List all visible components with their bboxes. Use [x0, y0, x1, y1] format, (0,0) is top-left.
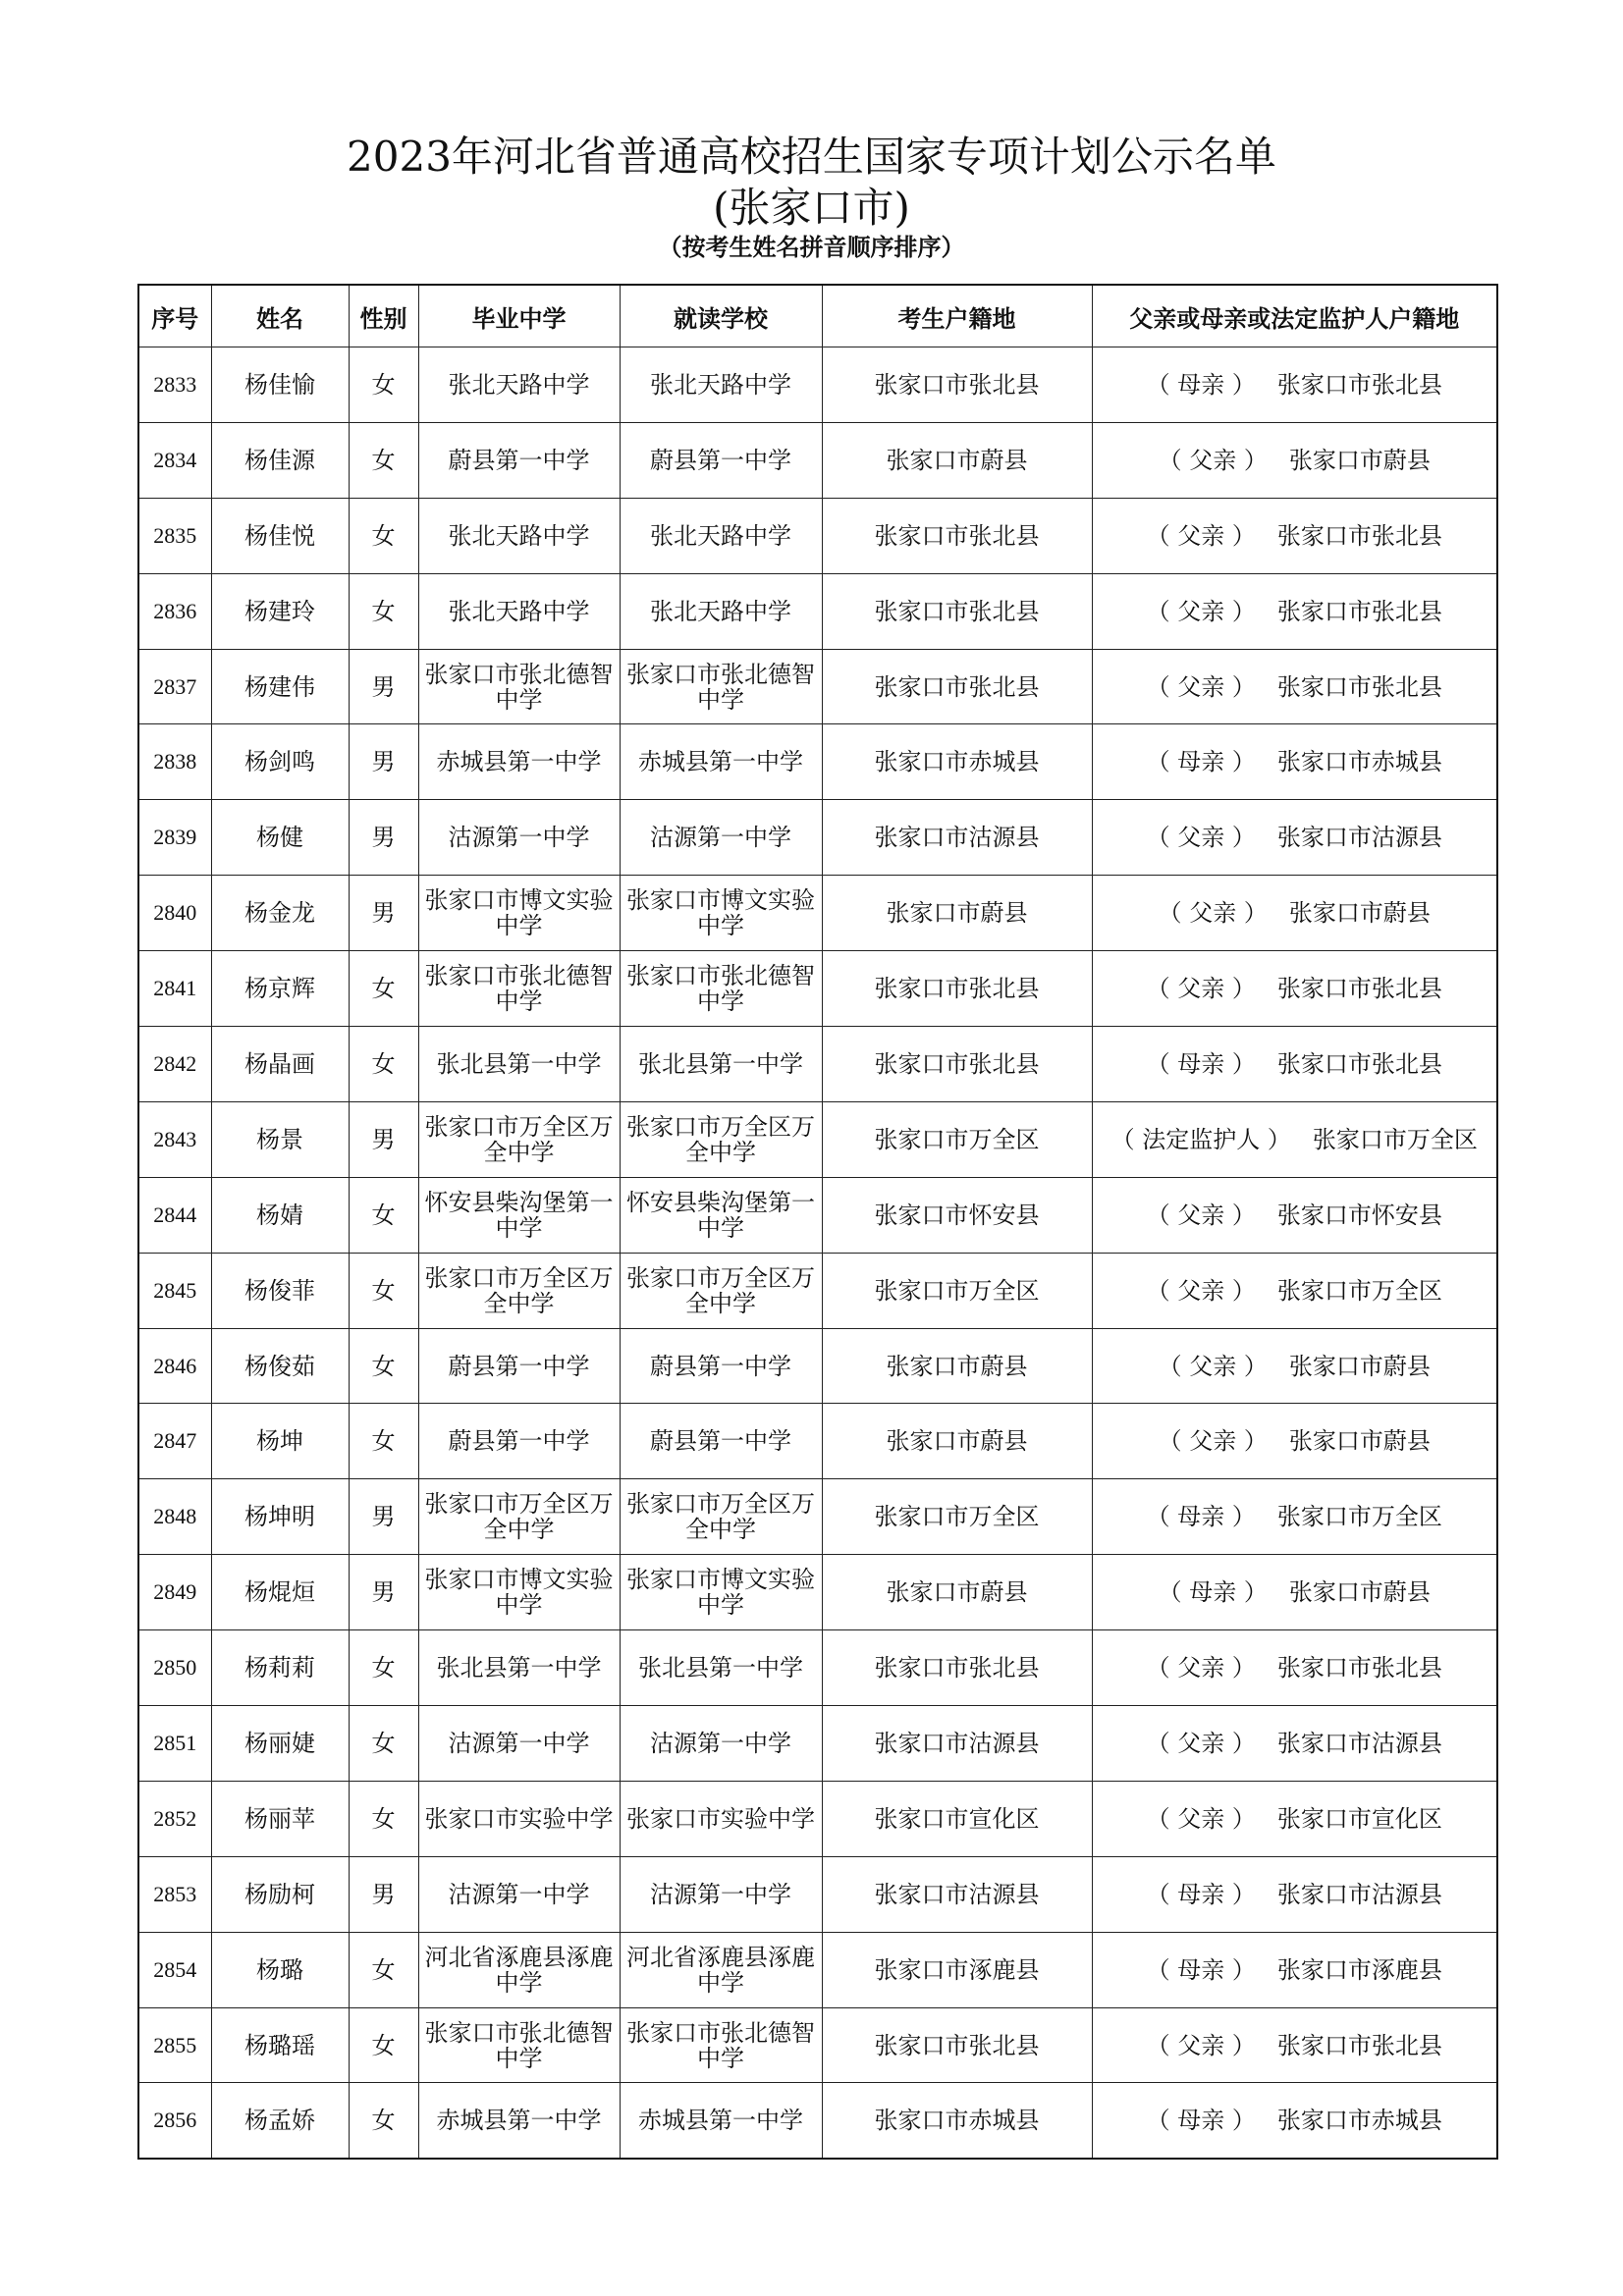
guardian-relation: （ 母亲 ） — [1158, 1578, 1268, 1607]
cell-study-school: 怀安县柴沟堡第一中学 — [620, 1177, 822, 1253]
cell-name: 杨建玲 — [211, 573, 349, 649]
guardian-relation: （ 父亲 ） — [1146, 2031, 1256, 2059]
cell-gender: 女 — [349, 498, 418, 573]
cell-gender: 女 — [349, 1328, 418, 1404]
cell-hukou: 张家口市宣化区 — [822, 1781, 1092, 1856]
cell-guardian — [1092, 951, 1497, 1027]
guardian-place: 张家口市沽源县 — [1276, 1880, 1442, 1908]
cell-name: 杨孟娇 — [211, 2083, 349, 2159]
table-row — [138, 1328, 1497, 1404]
cell-grad-school: 张家口市张北德智中学 — [418, 2007, 620, 2083]
guardian-relation: （ 父亲 ） — [1146, 1201, 1256, 1229]
cell-hukou: 张家口市涿鹿县 — [822, 1932, 1092, 2007]
cell-no: 2849 — [138, 1555, 211, 1630]
cell-name: 杨坤明 — [211, 1479, 349, 1555]
cell-study-school: 张家口市张北德智中学 — [620, 951, 822, 1027]
guardian-place: 张家口市万全区 — [1276, 1503, 1442, 1531]
table-row — [138, 876, 1497, 951]
cell-grad-school: 张北天路中学 — [418, 573, 620, 649]
cell-no: 2833 — [138, 347, 211, 423]
table-row — [138, 1101, 1497, 1177]
cell-gender: 男 — [349, 1555, 418, 1630]
cell-guardian — [1092, 1555, 1497, 1630]
guardian-relation: （ 母亲 ） — [1146, 1503, 1256, 1531]
table-row — [138, 800, 1497, 876]
header-hukou: 考生户籍地 — [822, 285, 1092, 347]
cell-gender: 男 — [349, 724, 418, 800]
cell-study-school: 赤城县第一中学 — [620, 724, 822, 800]
cell-grad-school: 张北县第一中学 — [418, 1027, 620, 1102]
cell-guardian — [1092, 1101, 1497, 1177]
cell-gender: 男 — [349, 1479, 418, 1555]
cell-guardian — [1092, 1932, 1497, 2007]
cell-no: 2839 — [138, 800, 211, 876]
cell-guardian — [1092, 422, 1497, 498]
cell-name: 杨晶画 — [211, 1027, 349, 1102]
cell-grad-school: 蔚县第一中学 — [418, 422, 620, 498]
cell-guardian — [1092, 1177, 1497, 1253]
cell-no: 2841 — [138, 951, 211, 1027]
cell-no: 2852 — [138, 1781, 211, 1856]
cell-grad-school: 赤城县第一中学 — [418, 724, 620, 800]
guardian-relation: （ 父亲 ） — [1146, 521, 1256, 550]
guardian-relation: （ 母亲 ） — [1146, 748, 1256, 776]
cell-no: 2848 — [138, 1479, 211, 1555]
cell-hukou: 张家口市万全区 — [822, 1253, 1092, 1328]
cell-name: 杨佳源 — [211, 422, 349, 498]
cell-hukou: 张家口市蔚县 — [822, 1555, 1092, 1630]
cell-grad-school: 沽源第一中学 — [418, 800, 620, 876]
guardian-place: 张家口市赤城县 — [1276, 748, 1442, 776]
table-row — [138, 2007, 1497, 2083]
cell-grad-school: 张家口市张北德智中学 — [418, 649, 620, 724]
cell-study-school: 张家口市万全区万全中学 — [620, 1101, 822, 1177]
cell-study-school: 张家口市实验中学 — [620, 1781, 822, 1856]
guardian-relation: （ 父亲 ） — [1146, 597, 1256, 625]
cell-gender: 女 — [349, 951, 418, 1027]
table-row — [138, 573, 1497, 649]
cell-name: 杨励柯 — [211, 1856, 349, 1932]
table-row — [138, 1177, 1497, 1253]
cell-guardian — [1092, 1253, 1497, 1328]
cell-no: 2847 — [138, 1404, 211, 1479]
table-row — [138, 1479, 1497, 1555]
cell-gender: 女 — [349, 2007, 418, 2083]
cell-guardian — [1092, 876, 1497, 951]
cell-grad-school: 赤城县第一中学 — [418, 2083, 620, 2159]
cell-study-school: 张家口市万全区万全中学 — [620, 1253, 822, 1328]
cell-no: 2840 — [138, 876, 211, 951]
cell-grad-school: 张家口市实验中学 — [418, 1781, 620, 1856]
cell-grad-school: 张北天路中学 — [418, 347, 620, 423]
guardian-relation: （ 母亲 ） — [1146, 1880, 1256, 1908]
table-row — [138, 1781, 1497, 1856]
cell-no: 2851 — [138, 1706, 211, 1782]
table-row — [138, 498, 1497, 573]
cell-no: 2837 — [138, 649, 211, 724]
table-body — [138, 347, 1497, 2160]
cell-grad-school: 张家口市万全区万全中学 — [418, 1479, 620, 1555]
cell-hukou: 张家口市沽源县 — [822, 1856, 1092, 1932]
guardian-relation: （ 法定监护人 ） — [1110, 1125, 1291, 1153]
cell-name: 杨丽婕 — [211, 1706, 349, 1782]
guardian-relation: （ 父亲 ） — [1146, 824, 1256, 852]
cell-gender: 男 — [349, 876, 418, 951]
table-row — [138, 1404, 1497, 1479]
cell-study-school: 沽源第一中学 — [620, 800, 822, 876]
guardian-relation: （ 父亲 ） — [1146, 1804, 1256, 1833]
cell-grad-school: 蔚县第一中学 — [418, 1328, 620, 1404]
cell-grad-school: 张家口市博文实验中学 — [418, 1555, 620, 1630]
header-no: 序号 — [138, 285, 211, 347]
cell-hukou: 张家口市赤城县 — [822, 2083, 1092, 2159]
cell-grad-school: 沽源第一中学 — [418, 1706, 620, 1782]
cell-guardian — [1092, 1856, 1497, 1932]
cell-gender: 男 — [349, 649, 418, 724]
cell-gender: 女 — [349, 347, 418, 423]
cell-study-school: 赤城县第一中学 — [620, 2083, 822, 2159]
table-header-row — [138, 285, 1497, 347]
guardian-relation: （ 母亲 ） — [1146, 370, 1256, 399]
guardian-relation: （ 父亲 ） — [1146, 1276, 1256, 1305]
cell-name: 杨丽苹 — [211, 1781, 349, 1856]
cell-name: 杨健 — [211, 800, 349, 876]
cell-gender: 男 — [349, 1101, 418, 1177]
cell-study-school: 蔚县第一中学 — [620, 1328, 822, 1404]
cell-no: 2844 — [138, 1177, 211, 1253]
cell-hukou: 张家口市张北县 — [822, 1027, 1092, 1102]
cell-gender: 女 — [349, 573, 418, 649]
cell-study-school: 张家口市博文实验中学 — [620, 1555, 822, 1630]
cell-hukou: 张家口市怀安县 — [822, 1177, 1092, 1253]
guardian-place: 张家口市万全区 — [1312, 1125, 1478, 1153]
cell-study-school: 河北省涿鹿县涿鹿中学 — [620, 1932, 822, 2007]
guardian-relation: （ 父亲 ） — [1158, 1352, 1268, 1380]
cell-guardian — [1092, 2007, 1497, 2083]
guardian-place: 张家口市蔚县 — [1288, 446, 1431, 474]
table-row — [138, 422, 1497, 498]
cell-grad-school: 蔚县第一中学 — [418, 1404, 620, 1479]
guardian-place: 张家口市涿鹿县 — [1276, 1955, 1442, 1984]
guardian-relation: （ 父亲 ） — [1158, 1427, 1268, 1456]
table-row — [138, 649, 1497, 724]
cell-guardian — [1092, 1630, 1497, 1706]
cell-guardian — [1092, 649, 1497, 724]
cell-hukou: 张家口市张北县 — [822, 951, 1092, 1027]
page-subtitle-sort-note: （按考生姓名拼音顺序排序） — [658, 233, 965, 261]
cell-gender: 女 — [349, 1781, 418, 1856]
page-title: 2023年河北省普通高校招生国家专项计划公示名单 — [347, 133, 1276, 181]
guardian-place: 张家口市张北县 — [1276, 370, 1442, 399]
cell-hukou: 张家口市张北县 — [822, 498, 1092, 573]
header-guardian: 父亲或母亲或法定监护人户籍地 — [1092, 285, 1497, 347]
cell-study-school: 张家口市张北德智中学 — [620, 649, 822, 724]
table-row — [138, 951, 1497, 1027]
cell-guardian — [1092, 1404, 1497, 1479]
cell-grad-school: 张家口市张北德智中学 — [418, 951, 620, 1027]
cell-grad-school: 张北天路中学 — [418, 498, 620, 573]
cell-name: 杨佳悦 — [211, 498, 349, 573]
guardian-relation: （ 母亲 ） — [1146, 1955, 1256, 1984]
guardian-place: 张家口市沽源县 — [1276, 1729, 1442, 1757]
cell-name: 杨婧 — [211, 1177, 349, 1253]
cell-study-school: 张家口市张北德智中学 — [620, 2007, 822, 2083]
cell-guardian — [1092, 1706, 1497, 1782]
cell-guardian — [1092, 2083, 1497, 2159]
cell-guardian — [1092, 800, 1497, 876]
table-row — [138, 1555, 1497, 1630]
guardian-place: 张家口市张北县 — [1276, 1654, 1442, 1682]
cell-gender: 女 — [349, 1177, 418, 1253]
cell-gender: 女 — [349, 2083, 418, 2159]
cell-no: 2854 — [138, 1932, 211, 2007]
cell-no: 2835 — [138, 498, 211, 573]
table-row — [138, 1932, 1497, 2007]
cell-hukou: 张家口市蔚县 — [822, 1328, 1092, 1404]
guardian-relation: （ 父亲 ） — [1146, 1654, 1256, 1682]
guardian-relation: （ 父亲 ） — [1146, 1729, 1256, 1757]
header-study-school: 就读学校 — [620, 285, 822, 347]
page-subtitle-city: (张家口市) — [713, 184, 910, 232]
cell-study-school: 张北天路中学 — [620, 498, 822, 573]
cell-hukou: 张家口市万全区 — [822, 1479, 1092, 1555]
cell-grad-school: 张家口市万全区万全中学 — [418, 1101, 620, 1177]
table-row — [138, 724, 1497, 800]
cell-name: 杨璐瑶 — [211, 2007, 349, 2083]
cell-gender: 女 — [349, 1630, 418, 1706]
cell-hukou: 张家口市沽源县 — [822, 800, 1092, 876]
cell-no: 2855 — [138, 2007, 211, 2083]
guardian-place: 张家口市张北县 — [1276, 2031, 1442, 2059]
cell-hukou: 张家口市张北县 — [822, 649, 1092, 724]
guardian-place: 张家口市蔚县 — [1288, 899, 1431, 928]
cell-guardian — [1092, 347, 1497, 423]
cell-hukou: 张家口市张北县 — [822, 1630, 1092, 1706]
cell-grad-school: 沽源第一中学 — [418, 1856, 620, 1932]
guardian-place: 张家口市赤城县 — [1276, 2107, 1442, 2135]
table-row — [138, 1027, 1497, 1102]
cell-gender: 男 — [349, 800, 418, 876]
table-row — [138, 1856, 1497, 1932]
cell-hukou: 张家口市蔚县 — [822, 1404, 1092, 1479]
guardian-relation: （ 父亲 ） — [1146, 672, 1256, 701]
cell-no: 2850 — [138, 1630, 211, 1706]
cell-hukou: 张家口市万全区 — [822, 1101, 1092, 1177]
cell-study-school: 沽源第一中学 — [620, 1856, 822, 1932]
cell-name: 杨焜烜 — [211, 1555, 349, 1630]
cell-grad-school: 张北县第一中学 — [418, 1630, 620, 1706]
cell-grad-school: 张家口市万全区万全中学 — [418, 1253, 620, 1328]
guardian-place: 张家口市张北县 — [1276, 521, 1442, 550]
cell-grad-school: 怀安县柴沟堡第一中学 — [418, 1177, 620, 1253]
cell-no: 2838 — [138, 724, 211, 800]
cell-hukou: 张家口市张北县 — [822, 2007, 1092, 2083]
cell-guardian — [1092, 1328, 1497, 1404]
table-row — [138, 347, 1497, 423]
table-row — [138, 1253, 1497, 1328]
guardian-relation: （ 父亲 ） — [1158, 446, 1268, 474]
cell-name: 杨建伟 — [211, 649, 349, 724]
cell-hukou: 张家口市蔚县 — [822, 876, 1092, 951]
cell-no: 2842 — [138, 1027, 211, 1102]
cell-study-school: 张家口市博文实验中学 — [620, 876, 822, 951]
cell-no: 2853 — [138, 1856, 211, 1932]
table-row — [138, 1706, 1497, 1782]
cell-name: 杨俊菲 — [211, 1253, 349, 1328]
cell-grad-school: 河北省涿鹿县涿鹿中学 — [418, 1932, 620, 2007]
guardian-place: 张家口市沽源县 — [1276, 824, 1442, 852]
cell-grad-school: 张家口市博文实验中学 — [418, 876, 620, 951]
cell-study-school: 蔚县第一中学 — [620, 1404, 822, 1479]
cell-no: 2846 — [138, 1328, 211, 1404]
cell-gender: 女 — [349, 1404, 418, 1479]
cell-study-school: 张北县第一中学 — [620, 1630, 822, 1706]
guardian-place: 张家口市蔚县 — [1288, 1427, 1431, 1456]
cell-hukou: 张家口市沽源县 — [822, 1706, 1092, 1782]
guardian-place: 张家口市蔚县 — [1288, 1352, 1431, 1380]
cell-name: 杨佳愉 — [211, 347, 349, 423]
cell-gender: 男 — [349, 1856, 418, 1932]
guardian-relation: （ 母亲 ） — [1146, 1049, 1256, 1078]
guardian-place: 张家口市蔚县 — [1288, 1578, 1431, 1607]
cell-gender: 女 — [349, 422, 418, 498]
cell-name: 杨俊茹 — [211, 1328, 349, 1404]
cell-no: 2836 — [138, 573, 211, 649]
header-grad-school: 毕业中学 — [418, 285, 620, 347]
cell-name: 杨莉莉 — [211, 1630, 349, 1706]
cell-no: 2834 — [138, 422, 211, 498]
header-gender: 性别 — [349, 285, 418, 347]
cell-guardian — [1092, 1781, 1497, 1856]
cell-gender: 女 — [349, 1706, 418, 1782]
table-row — [138, 2083, 1497, 2159]
cell-guardian — [1092, 724, 1497, 800]
cell-no: 2843 — [138, 1101, 211, 1177]
cell-study-school: 沽源第一中学 — [620, 1706, 822, 1782]
guardian-relation: （ 父亲 ） — [1146, 975, 1256, 1003]
cell-name: 杨金龙 — [211, 876, 349, 951]
table-row — [138, 1630, 1497, 1706]
header-name: 姓名 — [211, 285, 349, 347]
cell-guardian — [1092, 498, 1497, 573]
cell-no: 2845 — [138, 1253, 211, 1328]
guardian-place: 张家口市张北县 — [1276, 975, 1442, 1003]
cell-hukou: 张家口市张北县 — [822, 347, 1092, 423]
candidate-table — [137, 284, 1498, 2160]
guardian-place: 张家口市怀安县 — [1276, 1201, 1442, 1229]
cell-guardian — [1092, 1027, 1497, 1102]
cell-hukou: 张家口市蔚县 — [822, 422, 1092, 498]
cell-hukou: 张家口市张北县 — [822, 573, 1092, 649]
cell-name: 杨京辉 — [211, 951, 349, 1027]
cell-study-school: 张北天路中学 — [620, 573, 822, 649]
guardian-place: 张家口市张北县 — [1276, 597, 1442, 625]
cell-hukou: 张家口市赤城县 — [822, 724, 1092, 800]
cell-name: 杨坤 — [211, 1404, 349, 1479]
cell-gender: 女 — [349, 1027, 418, 1102]
cell-no: 2856 — [138, 2083, 211, 2159]
cell-gender: 女 — [349, 1253, 418, 1328]
guardian-relation: （ 母亲 ） — [1146, 2107, 1256, 2135]
cell-study-school: 张北县第一中学 — [620, 1027, 822, 1102]
cell-guardian — [1092, 573, 1497, 649]
cell-name: 杨剑鸣 — [211, 724, 349, 800]
guardian-place: 张家口市万全区 — [1276, 1276, 1442, 1305]
cell-name: 杨璐 — [211, 1932, 349, 2007]
cell-study-school: 张北天路中学 — [620, 347, 822, 423]
guardian-place: 张家口市宣化区 — [1276, 1804, 1442, 1833]
cell-study-school: 蔚县第一中学 — [620, 422, 822, 498]
cell-name: 杨景 — [211, 1101, 349, 1177]
cell-study-school: 张家口市万全区万全中学 — [620, 1479, 822, 1555]
guardian-place: 张家口市张北县 — [1276, 1049, 1442, 1078]
cell-gender: 女 — [349, 1932, 418, 2007]
guardian-relation: （ 父亲 ） — [1158, 899, 1268, 928]
cell-guardian — [1092, 1479, 1497, 1555]
guardian-place: 张家口市张北县 — [1276, 672, 1442, 701]
